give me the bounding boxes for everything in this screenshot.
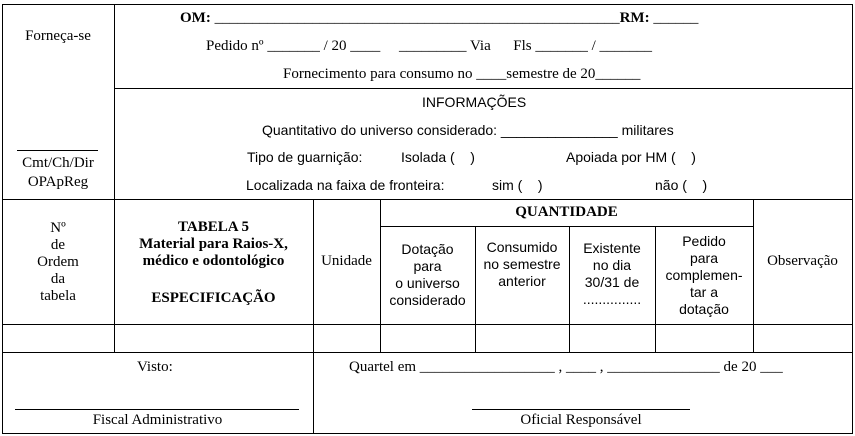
col-ordem-header	[2, 212, 114, 312]
col-ordem-line: de	[50, 236, 66, 253]
data-row[interactable]	[3, 325, 852, 352]
quantitativo-line[interactable]: Quantitativo do universo considerado: _______________ militares	[262, 122, 674, 138]
pedido-line[interactable]: Pedido nº _______ / 20 ____ _________ Via Fls _______ / _______	[206, 38, 652, 54]
col-ordem-line: da	[50, 270, 66, 287]
q-existente-header	[569, 236, 655, 312]
table-body-bottom	[2, 352, 853, 353]
tabela-subtitle: Material para Raios-X,	[139, 235, 288, 252]
cmt-label: Cmt/Ch/Dir	[22, 155, 94, 171]
om-blank[interactable]: ______________________________________________________	[214, 10, 620, 26]
om-label: OM:	[180, 10, 215, 26]
tabela-title: TABELA 5	[178, 218, 249, 235]
q-existente-line: ...............	[582, 291, 642, 307]
q-dotacao-line: para	[413, 258, 442, 274]
q-pedido-line: tar a	[689, 283, 718, 300]
tipo-guarnicao-label: Tipo de guarnição:	[247, 149, 363, 165]
q-pedido-line: dotação	[679, 300, 729, 317]
q-existente-line: Existente	[583, 240, 641, 256]
q-existente-line: 30/31 de	[584, 274, 640, 290]
especificacao-label: ESPECIFICAÇÃO	[151, 290, 276, 306]
col-unidade-header	[313, 199, 380, 324]
apoiada-option[interactable]: Apoiada por HM ( )	[566, 149, 696, 165]
border-right	[852, 4, 853, 434]
isolada-option[interactable]: Isolada ( )	[401, 149, 475, 165]
rm-label: RM:	[619, 10, 654, 26]
fiscal-label: Fiscal Administrativo	[92, 412, 223, 428]
col-especificacao-header	[114, 216, 313, 272]
q-pedido-line: complemen-	[665, 266, 743, 283]
fiscal-signature-line[interactable]	[15, 409, 299, 410]
q-consumido-header	[475, 236, 569, 292]
rm-blank[interactable]: ______	[653, 10, 699, 26]
q-pedido-line: para	[689, 249, 719, 266]
informacoes-title: INFORMAÇÕES	[422, 94, 527, 110]
col-observacao-header	[753, 199, 852, 324]
border-bottom	[2, 433, 853, 434]
col-ordem-line: Ordem	[37, 253, 79, 270]
col-ordem-line: Nº	[50, 219, 66, 236]
visto-label: Visto:	[137, 359, 173, 375]
cmt-signature-line	[17, 150, 98, 151]
sim-option[interactable]: sim ( )	[492, 177, 543, 193]
q-pedido-line: Pedido	[682, 232, 726, 249]
quartel-line[interactable]: Quartel em __________________ , ____ , _______________ de 20 ___	[349, 359, 783, 375]
header-divider	[114, 88, 853, 89]
quantidade-label: QUANTIDADE	[515, 204, 618, 220]
opapreg-label: OPApReg	[27, 174, 89, 190]
quantidade-header	[380, 199, 753, 226]
oficial-signature-line[interactable]	[472, 409, 690, 410]
forneca-label: Forneça-se	[25, 28, 91, 44]
fronteira-label: Localizada na faixa de fronteira:	[246, 177, 445, 193]
q-consumido-line: Consumido	[486, 238, 558, 255]
unidade-label: Unidade	[321, 253, 372, 269]
q-dotacao-line: considerado	[389, 292, 466, 308]
col-ordem-line: tabela	[40, 287, 76, 304]
q-consumido-line: anterior	[498, 272, 546, 289]
fornecimento-line[interactable]: Fornecimento para consumo no ____semestre de 20______	[283, 66, 641, 82]
q-dotacao-line: Dotação	[401, 241, 454, 257]
oficial-label: Oficial Responsável	[520, 412, 642, 428]
header-left-divider	[114, 4, 115, 200]
q-dotacao-header	[380, 226, 475, 324]
q-dotacao-line: o universo	[395, 275, 460, 291]
tabela-subtitle: médico e odontológico	[142, 252, 285, 269]
q-existente-line: no dia	[592, 257, 632, 273]
q-pedido-header	[655, 226, 753, 324]
border-top	[2, 4, 853, 5]
observacao-label: Observação	[767, 253, 838, 269]
om-row	[180, 10, 698, 27]
nao-option[interactable]: não ( )	[655, 177, 708, 193]
q-consumido-line: no semestre	[483, 255, 561, 272]
